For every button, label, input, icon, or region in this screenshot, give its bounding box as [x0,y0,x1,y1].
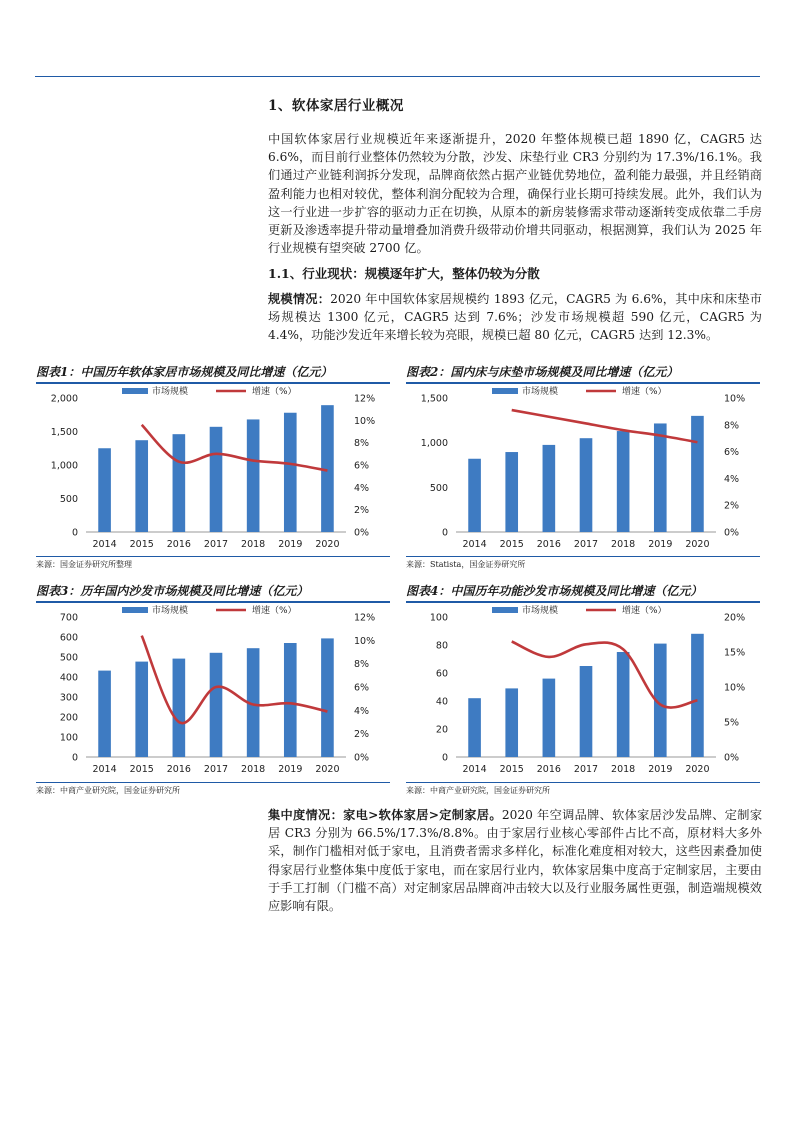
scale-label: 规模情况： [268,292,331,306]
y-right-tick-label: 10% [724,682,746,694]
x-tick-label: 2020 [315,764,340,775]
y-right-tick-label: 0% [724,527,740,539]
y-right-tick-label: 6% [354,682,370,694]
y-right-tick-label: 4% [724,473,740,485]
x-tick-label: 2020 [315,539,340,550]
chart-4 [406,605,760,779]
y-right-tick-label: 8% [724,420,740,432]
x-tick-label: 2019 [278,764,303,775]
chart-4-source: 来源：中商产业研究院，国金证券研究所 [406,782,760,798]
chart-2-source: 来源：Statista，国金证券研究所 [406,556,760,572]
bar [284,413,297,532]
y-right-tick-label: 2% [724,500,740,512]
x-tick-label: 2017 [573,539,599,550]
x-tick-label: 2015 [129,539,154,550]
bar [135,440,148,532]
bar [468,698,481,757]
y-left-tick-label: 500 [59,652,78,664]
header-rule [35,76,760,77]
legend-bar-label: 市场规模 [522,606,559,616]
bar [468,459,481,532]
x-tick-label: 2016 [536,539,561,550]
chart-3-title: 图表3：历年国内沙发市场规模及同比增速（亿元） [36,583,390,603]
y-left-tick-label: 0 [71,752,78,764]
x-tick-label: 2014 [92,764,117,775]
x-tick-label: 2015 [129,764,154,775]
y-left-tick-label: 20 [435,724,448,736]
growth-line [142,636,328,724]
growth-line [512,642,698,708]
x-tick-label: 2014 [92,539,117,550]
y-right-tick-label: 6% [724,447,740,459]
chart-2 [406,386,760,554]
concentration-label: 集中度情况：家电>软体家居>定制家居。 [268,808,502,822]
y-right-tick-label: 10% [354,415,376,427]
y-right-tick-label: 8% [354,659,370,671]
y-right-tick-label: 10% [724,393,746,405]
y-right-tick-label: 12% [354,393,376,405]
bar [691,416,704,532]
x-tick-label: 2018 [611,539,636,550]
x-tick-label: 2017 [203,764,229,775]
chart-1 [36,386,390,554]
legend-bar-swatch [122,388,148,394]
chart-1-source: 来源：国金证券研究所整理 [36,556,390,572]
bar [210,653,223,757]
legend-line-label: 增速（%） [622,387,667,397]
legend-bar-swatch [492,607,518,613]
y-left-tick-label: 0 [71,527,78,539]
scale-text: 2020 年中国软体家居规模约 1893 亿元，CAGR5 为 6.6%，其中床和床垫市场规模达 1300 亿元，CAGR5 达到 7.6%；沙发市场规模超 590 亿元，CAGR5 为 4.4%，功能沙发近年来增长较为亮眼，规模已超 80 亿元，CAGR5 达到 12.3%。 [268,292,762,343]
y-left-tick-label: 200 [59,712,78,724]
x-tick-label: 2018 [611,764,636,775]
x-tick-label: 2017 [573,764,599,775]
scale-paragraph [268,290,762,345]
legend-bar-label: 市场规模 [152,606,189,616]
x-tick-label: 2019 [278,539,303,550]
legend-line-label: 增速（%） [622,606,667,616]
bar [505,452,518,532]
y-right-tick-label: 2% [354,505,370,517]
y-left-tick-label: 100 [429,612,448,624]
legend-line-label: 增速（%） [252,606,297,616]
concentration-text: 2020 年空调品牌、软体家居沙发品牌、定制家居 CR3 分别为 66.5%/17.3%/8.8%。由于家居行业核心零部件占比不高，原材料大多外采，制作门槛相对低于家电，且消费者需求多样化，标准化难度相对较大，这些因素叠加使得家居行业整体集中度低于家电，而在家居行业内，软体家居集中度高于定制家居，主要由于手工打制（门槛不高）对定制家居品牌商冲击较大以及行业服务属性更强，制造端规模效应影响有限。 [268,808,762,914]
y-right-tick-label: 0% [724,752,740,764]
y-left-tick-label: 500 [429,482,448,494]
x-tick-label: 2016 [166,764,191,775]
y-left-tick-label: 500 [59,494,78,505]
chart-4-title: 图表4：中国历年功能沙发市场规模及同比增速（亿元） [406,583,760,603]
y-right-tick-label: 8% [354,438,370,450]
chart-2-title: 图表2：国内床与床垫市场规模及同比增速（亿元） [406,364,760,384]
bar [135,662,148,757]
y-right-tick-label: 20% [724,612,746,624]
y-right-tick-label: 6% [354,460,370,472]
x-tick-label: 2020 [685,539,710,550]
bar [284,643,297,757]
x-tick-label: 2015 [499,539,524,550]
bar [580,438,593,532]
x-tick-label: 2019 [648,764,673,775]
intro-paragraph: 中国软体家居行业规模近年来逐渐提升，2020 年整体规模已超 1890 亿，CAGR5 达 6.6%，而目前行业整体仍然较为分散，沙发、床垫行业 CR3 分别约为 17.3%/16.1%。我们通过产业链利润拆分发现，品牌商依然占据产业链优势地位，盈利能力最强，并且经销商盈利能力也相对较优，整体利润分配较为合理，确保行业长期可持续发展。此外，我们认为这一行业进一步扩容的驱动力正在切换，从原本的新房装修需求带动逐渐转变成依靠二手房更新及渗透率提升带动量增叠加消费升级带动价增共同驱动，根据测算，我们认为 2025 年行业规模有望突破 2700 亿。 [268,132,762,256]
legend-bar-label: 市场规模 [152,387,189,397]
x-tick-label: 2018 [241,539,266,550]
chart-3 [36,605,390,779]
bar [691,634,704,757]
legend-bar-swatch [492,388,518,394]
chart-1-title: 图表1：中国历年软体家居市场规模及同比增速（亿元） [36,364,390,384]
y-right-tick-label: 12% [354,612,376,624]
bar [210,427,223,532]
y-left-tick-label: 100 [59,732,78,744]
x-tick-label: 2014 [462,764,487,775]
y-right-tick-label: 4% [354,705,370,717]
bar [98,448,111,532]
subsection-title: 1.1、行业现状：规模逐年扩大，整体仍较为分散 [268,266,540,281]
y-left-tick-label: 400 [59,672,78,684]
y-left-tick-label: 60 [435,668,448,680]
y-left-tick-label: 40 [435,696,448,708]
bar [173,434,186,532]
growth-line [142,425,328,471]
y-left-tick-label: 0 [441,752,448,764]
x-tick-label: 2015 [499,764,524,775]
y-right-tick-label: 2% [354,729,370,741]
x-tick-label: 2018 [241,764,266,775]
legend-bar-swatch [122,607,148,613]
chart-3-source: 来源：中商产业研究院，国金证券研究所 [36,782,390,798]
y-left-tick-label: 1,000 [50,460,78,472]
y-right-tick-label: 0% [354,527,370,539]
y-left-tick-label: 1,500 [50,427,78,438]
y-right-tick-label: 4% [354,482,370,494]
y-left-tick-label: 2,000 [50,393,78,405]
y-right-tick-label: 15% [724,647,746,659]
bar [580,666,593,757]
x-tick-label: 2017 [203,539,229,550]
y-left-tick-label: 0 [441,527,448,539]
y-left-tick-label: 1,500 [420,393,448,405]
bar [617,431,630,532]
bar [321,638,334,757]
growth-line [512,410,698,442]
y-left-tick-label: 700 [59,612,78,624]
legend-line-label: 增速（%） [252,387,297,397]
x-tick-label: 2019 [648,539,673,550]
bar [543,679,556,757]
y-left-tick-label: 80 [435,640,448,652]
x-tick-label: 2014 [462,539,487,550]
y-left-tick-label: 300 [59,692,78,704]
legend-bar-label: 市场规模 [522,387,559,397]
y-left-tick-label: 1,000 [420,438,448,450]
bar [617,652,630,757]
bar [654,423,667,532]
x-tick-label: 2016 [536,764,561,775]
bar [98,671,111,757]
x-tick-label: 2020 [685,764,710,775]
y-right-tick-label: 10% [354,635,376,647]
y-right-tick-label: 5% [724,717,740,729]
bar [247,419,260,532]
bar [173,659,186,757]
x-tick-label: 2016 [166,539,191,550]
y-right-tick-label: 0% [354,752,370,764]
concentration-paragraph [268,806,762,915]
bar [505,688,518,757]
bar [543,445,556,532]
y-left-tick-label: 600 [59,632,78,644]
section-title: 1、软体家居行业概况 [268,98,404,114]
